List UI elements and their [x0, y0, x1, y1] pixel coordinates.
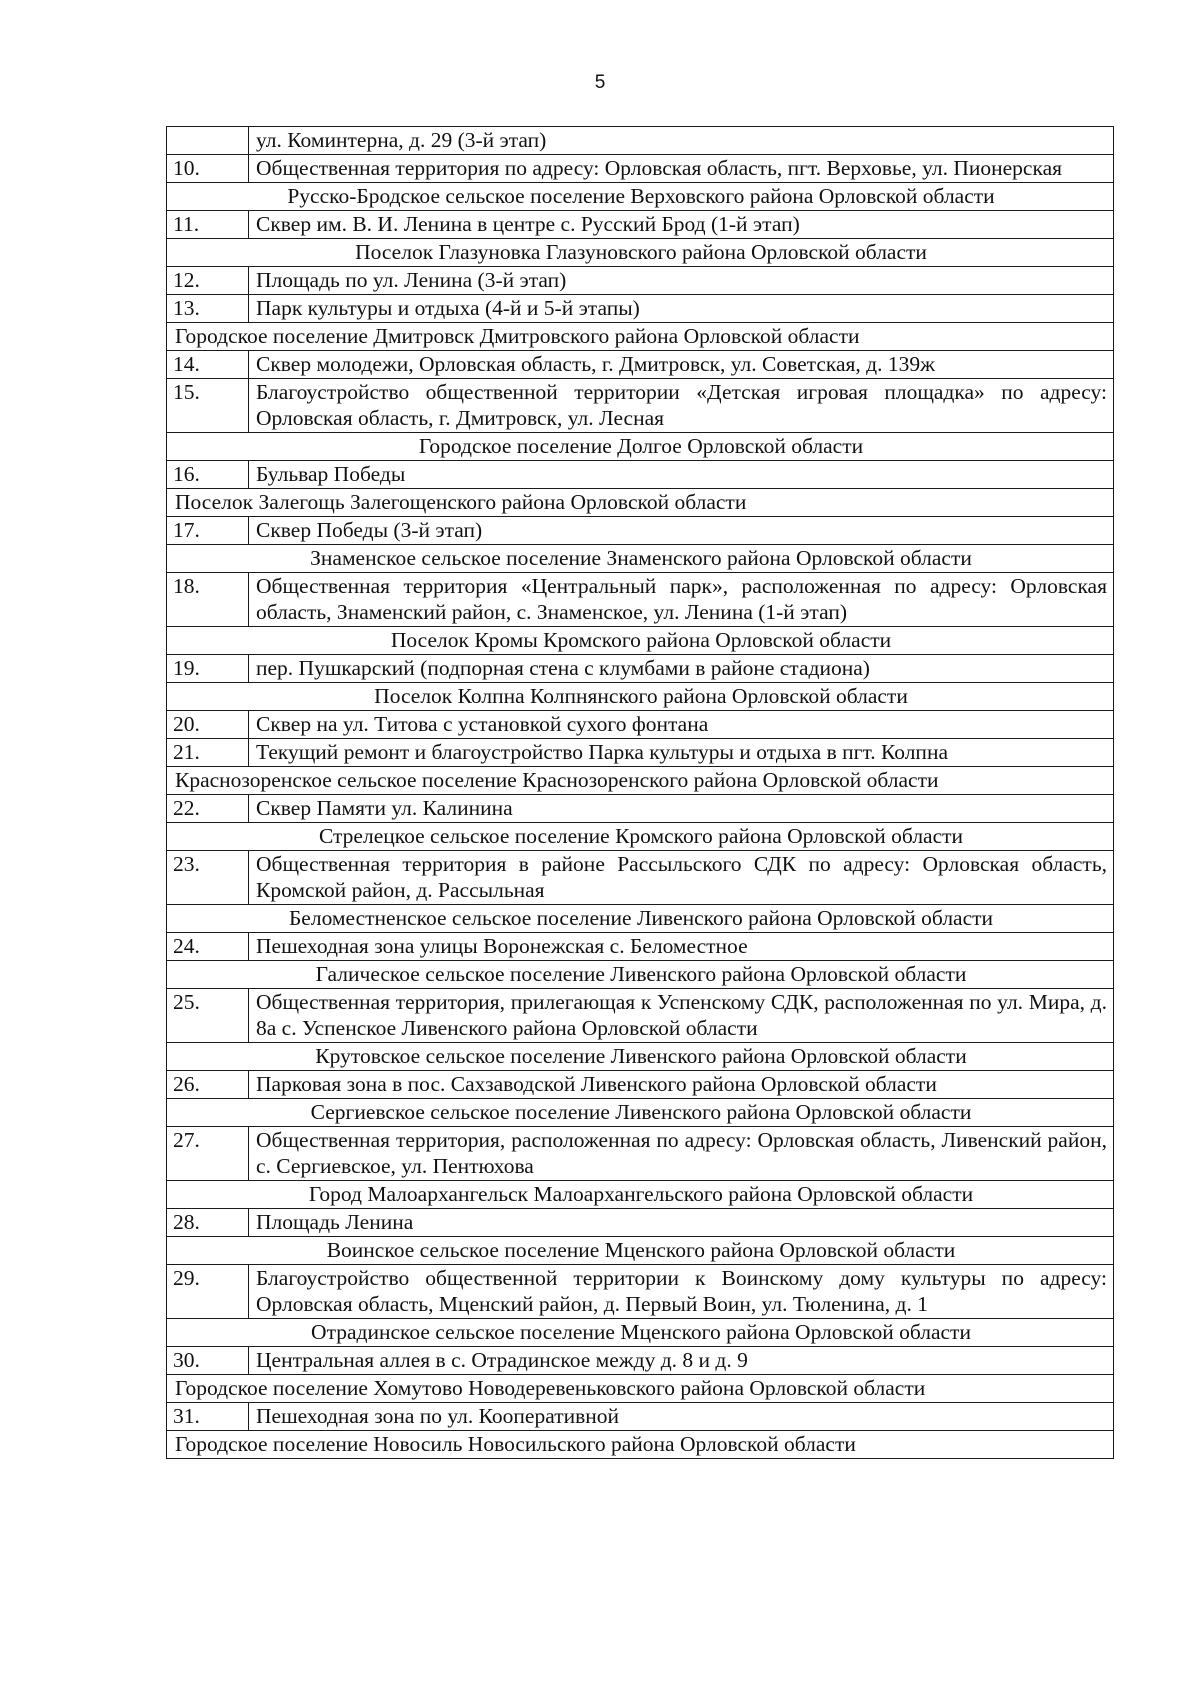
section-title: Поселок Кромы Кромского района Орловской области [167, 627, 1114, 655]
territory-description: Общественная территория по адресу: Орловская область, пгт. Верховье, ул. Пионерская [249, 155, 1114, 183]
row-number: 11. [167, 211, 249, 239]
row-number: 24. [167, 933, 249, 961]
row-number: 12. [167, 267, 249, 295]
section-header-row [167, 1237, 1114, 1265]
table-row [167, 1265, 1114, 1319]
territory-description: Бульвар Победы [249, 461, 1114, 489]
row-number: 25. [167, 989, 249, 1043]
table-row [167, 351, 1114, 379]
section-header-row [167, 239, 1114, 267]
territory-description: Площадь по ул. Ленина (3-й этап) [249, 267, 1114, 295]
table-row [167, 1347, 1114, 1375]
territory-description: Пешеходная зона улицы Воронежская с. Беломестное [249, 933, 1114, 961]
territory-description: Текущий ремонт и благоустройство Парка культуры и отдыха в пгт. Колпна [249, 739, 1114, 767]
section-header-row [167, 823, 1114, 851]
section-title: Сергиевское сельское поселение Ливенского района Орловской области [167, 1099, 1114, 1127]
table-row [167, 267, 1114, 295]
row-number: 16. [167, 461, 249, 489]
territory-description: Общественная территория в районе Рассыльского СДК по адресу: Орловская область, Кромской район, д. Рассыльная [249, 851, 1114, 905]
section-header-row [167, 1043, 1114, 1071]
territory-description: Парк культуры и отдыха (4-й и 5-й этапы) [249, 295, 1114, 323]
section-title: Галическое сельское поселение Ливенского района Орловской области [167, 961, 1114, 989]
page-number: 5 [594, 72, 606, 93]
territory-description: Парковая зона в пос. Сахзаводской Ливенского района Орловской области [249, 1071, 1114, 1099]
section-header-row [167, 323, 1114, 351]
row-number: 31. [167, 1403, 249, 1431]
section-title: Городское поселение Дмитровск Дмитровского района Орловской области [167, 323, 1114, 351]
section-title: Беломестненское сельское поселение Ливенского района Орловской области [167, 905, 1114, 933]
row-number: 20. [167, 711, 249, 739]
table-row [167, 795, 1114, 823]
territory-description: Общественная территория, прилегающая к Успенскому СДК, расположенная по ул. Мира, д. 8а с. Успенское Ливенского района Орловской области [249, 989, 1114, 1043]
section-title: Стрелецкое сельское поселение Кромского района Орловской области [167, 823, 1114, 851]
row-number: 29. [167, 1265, 249, 1319]
territory-description: Центральная аллея в с. Отрадинское между д. 8 и д. 9 [249, 1347, 1114, 1375]
row-number: 15. [167, 379, 249, 433]
section-header-row [167, 1099, 1114, 1127]
territory-description: Общественная территория «Центральный парк», расположенная по адресу: Орловская область, Знаменский район, с. Знаменское, ул. Ленина (1-й этап) [249, 573, 1114, 627]
territory-description: Площадь Ленина [249, 1209, 1114, 1237]
table-row [167, 1127, 1114, 1181]
table-row [167, 989, 1114, 1043]
section-title: Русско-Бродское сельское поселение Верховского района Орловской области [167, 183, 1114, 211]
territory-description: Пешеходная зона по ул. Кооперативной [249, 1403, 1114, 1431]
row-number [167, 127, 249, 155]
section-title: Поселок Залегощь Залегощенского района Орловской области [167, 489, 1114, 517]
territory-description: Благоустройство общественной территории «Детская игровая площадка» по адресу: Орловская область, г. Дмитровск, ул. Лесная [249, 379, 1114, 433]
table-row [167, 155, 1114, 183]
section-title: Городское поселение Долгое Орловской области [167, 433, 1114, 461]
section-header-row [167, 545, 1114, 573]
section-header-row [167, 905, 1114, 933]
table-row [167, 211, 1114, 239]
section-header-row [167, 183, 1114, 211]
section-title: Отрадинское сельское поселение Мценского района Орловской области [167, 1319, 1114, 1347]
section-header-row [167, 1431, 1114, 1459]
territory-description: ул. Коминтерна, д. 29 (3-й этап) [249, 127, 1114, 155]
territories-table [166, 126, 1114, 1459]
table-body [167, 127, 1114, 1459]
section-title: Городское поселение Новосиль Новосильского района Орловской области [167, 1431, 1114, 1459]
territory-description: Сквер Памяти ул. Калинина [249, 795, 1114, 823]
table-row [167, 1403, 1114, 1431]
row-number: 30. [167, 1347, 249, 1375]
section-title: Краснозоренское сельское поселение Краснозоренского района Орловской области [167, 767, 1114, 795]
row-number: 13. [167, 295, 249, 323]
row-number: 23. [167, 851, 249, 905]
table-row [167, 851, 1114, 905]
table-row [167, 379, 1114, 433]
table-row [167, 295, 1114, 323]
table-row [167, 517, 1114, 545]
row-number: 10. [167, 155, 249, 183]
row-number: 17. [167, 517, 249, 545]
section-title: Поселок Колпна Колпнянского района Орловской области [167, 683, 1114, 711]
section-title: Поселок Глазуновка Глазуновского района Орловской области [167, 239, 1114, 267]
row-number: 21. [167, 739, 249, 767]
row-number: 28. [167, 1209, 249, 1237]
table-row [167, 711, 1114, 739]
table-row [167, 933, 1114, 961]
table-row [167, 573, 1114, 627]
territory-description: Сквер им. В. И. Ленина в центре с. Русский Брод (1-й этап) [249, 211, 1114, 239]
row-number: 22. [167, 795, 249, 823]
section-header-row [167, 1181, 1114, 1209]
section-header-row [167, 1375, 1114, 1403]
table-row [167, 739, 1114, 767]
section-title: Воинское сельское поселение Мценского района Орловской области [167, 1237, 1114, 1265]
section-title: Городское поселение Хомутово Новодеревеньковского района Орловской области [167, 1375, 1114, 1403]
table-row [167, 1071, 1114, 1099]
territory-description: Сквер молодежи, Орловская область, г. Дмитровск, ул. Советская, д. 139ж [249, 351, 1114, 379]
section-title: Город Малоархангельск Малоархангельского района Орловской области [167, 1181, 1114, 1209]
table-row [167, 655, 1114, 683]
section-header-row [167, 683, 1114, 711]
row-number: 27. [167, 1127, 249, 1181]
row-number: 26. [167, 1071, 249, 1099]
table-row [167, 127, 1114, 155]
section-header-row [167, 627, 1114, 655]
section-header-row [167, 1319, 1114, 1347]
territory-description: пер. Пушкарский (подпорная стена с клумбами в районе стадиона) [249, 655, 1114, 683]
territory-description: Сквер Победы (3-й этап) [249, 517, 1114, 545]
row-number: 14. [167, 351, 249, 379]
section-title: Крутовское сельское поселение Ливенского района Орловской области [167, 1043, 1114, 1071]
territory-description: Сквер на ул. Титова с установкой сухого фонтана [249, 711, 1114, 739]
table-row [167, 1209, 1114, 1237]
section-title: Знаменское сельское поселение Знаменского района Орловской области [167, 545, 1114, 573]
section-header-row [167, 767, 1114, 795]
section-header-row [167, 489, 1114, 517]
territory-description: Благоустройство общественной территории к Воинскому дому культуры по адресу: Орловская область, Мценский район, д. Первый Воин, ул. Тюленина, д. 1 [249, 1265, 1114, 1319]
section-header-row [167, 961, 1114, 989]
row-number: 18. [167, 573, 249, 627]
row-number: 19. [167, 655, 249, 683]
territory-description: Общественная территория, расположенная по адресу: Орловская область, Ливенский район, с. Сергиевское, ул. Пентюхова [249, 1127, 1114, 1181]
section-header-row [167, 433, 1114, 461]
table-row [167, 461, 1114, 489]
